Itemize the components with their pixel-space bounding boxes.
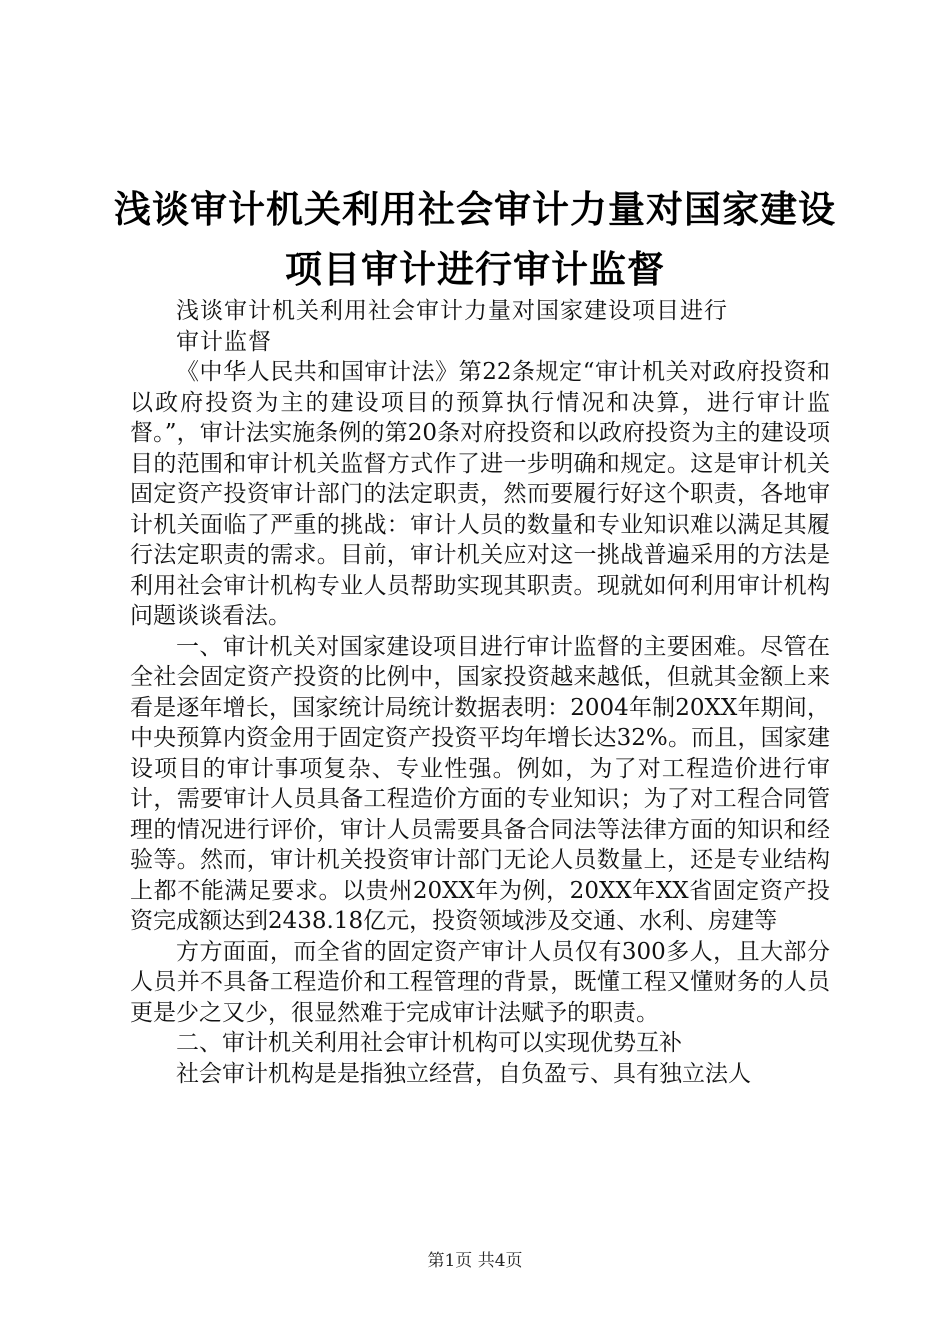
page-footer: 第1页 共4页 [427,1251,523,1271]
paragraph-section-two: 社会审计机构是是指独立经营，自负盈亏、具有独立法人 [176,1060,751,1087]
document-subtitle: 浅谈审计机关利用社会审计力量对国家建设项目进行审计监督 [176,298,728,355]
paragraph-section-one-continued: 方方面面，而全省的固定资产审计人员仅有300多人，且大部分人员并不具备工程造价和工程管理的背景，既懂工程又懂财务的人员更是少之又少，很显然难于完成审计法赋予的职责。 [130,938,830,1026]
document-body [130,296,830,1089]
section-heading-two: 二、审计机关利用社会审计机构可以实现优势互补 [176,1030,682,1056]
document-title: 浅谈审计机关利用社会审计力量对国家建设项目审计进行审计监督 [114,188,836,291]
paragraph-section-one: 一、审计机关对国家建设项目进行审计监督的主要困难。尽管在全社会固定资产投资的比例中，国家投资越来越低，但就其金额上来看是逐年增长，国家统计局统计数据表明：2004年制20XX年期间，中央预算内资金用于固定资产投资平均年增长达32%。而且，国家建设项目的审计事项复杂、专业性强。例如，为了对工程造价进行审计，需要审计人员具备工程造价方面的专业知识；为了对工程合同管理的情况进行评价，审计人员需要具备合同法等法律方面的知识和经验等。然而，审计机关投资审计部门无论人员数量上，还是专业结构上都不能满足要求。以贵州20XX年为例，20XX年XX省固定资产投资完成额达到2438.18亿元，投资领域涉及交通、水利、房建等 [130,633,830,934]
paragraph-intro: 《中华人民共和国审计法》第22条规定“审计机关对政府投资和以政府投资为主的建设项目的预算执行情况和决算，进行审计监督。”，审计法实施条例的第20条对府投资和以政府投资为主的建设项目的范围和审计机关监督方式作了进一步明确和规定。这是审计机关固定资产投资审计部门的法定职责，然而要履行好这个职责，各地审计机关面临了严重的挑战：审计人员的数量和专业知识难以满足其履行法定职责的需求。目前，审计机关应对这一挑战普遍采用的方法是利用社会审计机构专业人员帮助实现其职责。现就如何利用审计机构问题谈谈看法。 [130,359,830,629]
